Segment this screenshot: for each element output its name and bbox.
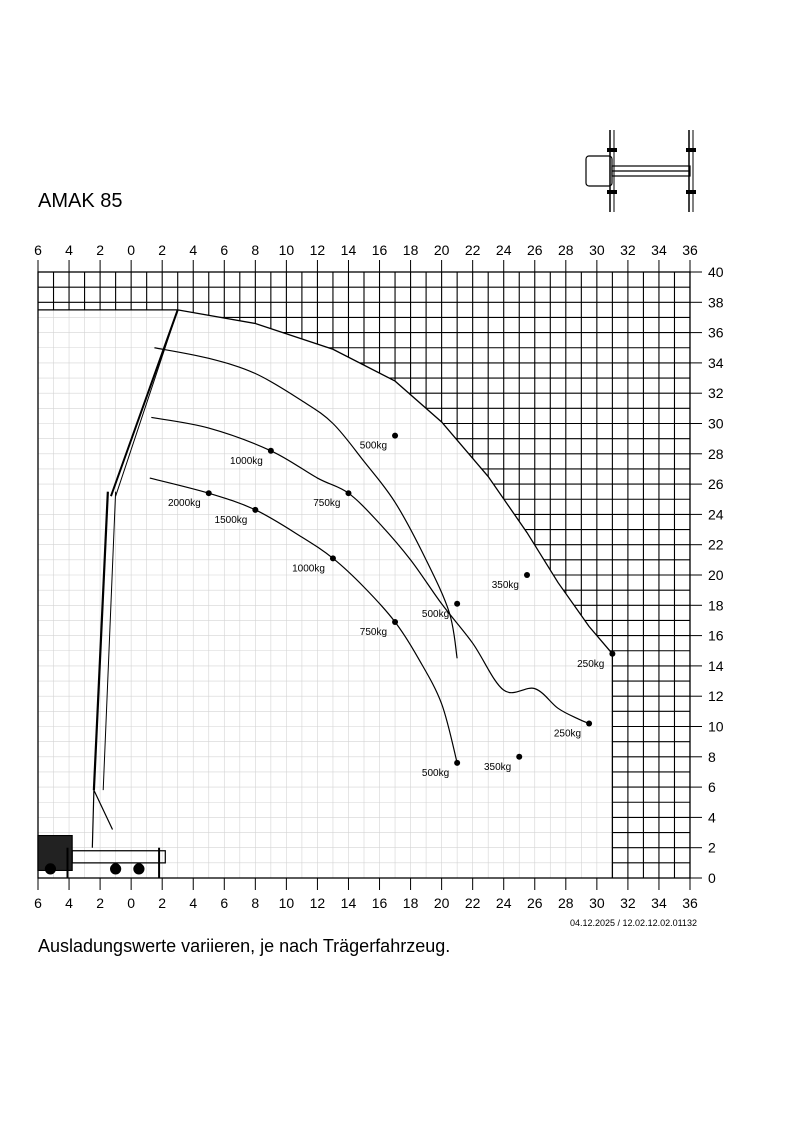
load-point: [524, 572, 530, 578]
y-tick-label: 18: [708, 597, 724, 614]
document-stamp: 04.12.2025 / 12.02.12.02.01132: [570, 918, 697, 928]
x-tick-label: 34: [651, 242, 667, 258]
y-tick-label: 14: [708, 657, 724, 674]
truck-wheel: [134, 864, 144, 874]
load-label: 1500kg: [214, 514, 248, 526]
x-tick-label: 6: [34, 895, 42, 911]
load-label: 750kg: [313, 498, 341, 510]
x-tick-label: 4: [189, 895, 198, 911]
load-label: 350kg: [483, 761, 512, 773]
x-tick-label: 28: [558, 242, 574, 258]
x-tick-label: 20: [433, 895, 450, 911]
x-tick-label: 2: [96, 242, 104, 258]
boom-lower: [94, 492, 108, 790]
load-label: 2000kg: [167, 498, 201, 510]
x-tick-label: 14: [340, 895, 357, 911]
x-tick-label: 14: [340, 242, 357, 258]
x-tick-label: 30: [589, 895, 605, 911]
y-tick-label: 38: [708, 294, 724, 311]
x-tick-label: 24: [495, 895, 512, 911]
x-tick-label: 16: [371, 895, 388, 911]
boom-upper: [111, 310, 178, 496]
y-tick-label: 36: [708, 324, 724, 341]
x-tick-label: 8: [251, 242, 260, 258]
load-point: [586, 720, 592, 726]
x-tick-label: 12: [309, 242, 326, 258]
x-tick-label: 34: [651, 895, 667, 911]
y-axis-right: [690, 264, 724, 886]
truck-wheel: [111, 864, 121, 874]
x-tick-label: 4: [189, 242, 198, 258]
x-tick-label: 20: [433, 242, 450, 258]
caption: Ausladungswerte variieren, je nach Trägerfahrzeug.: [38, 936, 451, 956]
x-tick-label: 18: [402, 895, 419, 911]
x-tick-label: 32: [620, 242, 636, 258]
load-point: [454, 760, 460, 766]
load-label: 1000kg: [230, 455, 263, 467]
crane-body: [38, 310, 178, 878]
load-point: [206, 490, 212, 496]
y-tick-label: 12: [708, 688, 724, 705]
x-tick-label: 28: [558, 895, 574, 911]
y-tick-label: 22: [708, 536, 724, 553]
load-label: 250kg: [577, 658, 605, 670]
y-tick-label: 34: [708, 354, 724, 371]
x-axis-top: [34, 242, 698, 272]
load-point: [516, 754, 522, 760]
load-point: [392, 619, 398, 625]
x-tick-label: 36: [682, 895, 698, 911]
x-tick-label: 0: [127, 895, 136, 911]
truck-chassis: [72, 851, 165, 863]
y-tick-label: 26: [708, 476, 724, 493]
x-tick-label: 36: [682, 242, 698, 258]
x-tick-label: 32: [620, 895, 636, 911]
y-tick-label: 16: [708, 627, 724, 644]
y-tick-label: 24: [708, 506, 724, 523]
y-tick-label: 0: [708, 870, 716, 886]
truck-wheel: [45, 864, 55, 874]
x-tick-label: 0: [127, 242, 136, 258]
x-tick-label: 12: [309, 895, 326, 911]
load-label: 350kg: [491, 580, 519, 591]
x-tick-label: 6: [34, 242, 42, 258]
y-tick-label: 32: [708, 385, 724, 402]
load-point: [454, 601, 460, 607]
load-label: 500kg: [421, 767, 450, 779]
x-tick-label: 4: [65, 895, 73, 911]
x-tick-label: 30: [589, 242, 605, 258]
crane-base: [92, 790, 112, 848]
y-tick-label: 4: [708, 809, 716, 826]
load-label: 750kg: [359, 626, 388, 638]
x-tick-label: 4: [65, 242, 73, 258]
y-tick-label: 40: [708, 264, 724, 280]
x-tick-label: 22: [464, 242, 481, 258]
y-tick-label: 30: [708, 415, 724, 432]
x-tick-label: 2: [158, 895, 167, 911]
y-tick-label: 10: [708, 718, 724, 735]
x-tick-label: 10: [278, 895, 295, 911]
x-tick-label: 24: [495, 242, 512, 258]
load-label: 250kg: [553, 728, 582, 740]
load-point: [330, 555, 336, 561]
load-label: 500kg: [359, 440, 388, 452]
load-point: [609, 651, 615, 657]
load-point: [392, 433, 398, 439]
x-tick-label: 26: [526, 242, 543, 258]
y-tick-label: 2: [708, 839, 716, 856]
y-tick-label: 20: [708, 567, 724, 583]
x-tick-label: 2: [96, 895, 104, 911]
x-tick-label: 6: [220, 895, 229, 911]
load-label: 500kg: [421, 608, 450, 620]
y-tick-label: 8: [708, 748, 716, 765]
x-tick-label: 10: [278, 242, 295, 258]
x-tick-label: 2: [158, 242, 167, 258]
x-tick-label: 18: [402, 242, 419, 258]
load-point: [345, 490, 351, 496]
y-tick-label: 28: [708, 445, 724, 462]
chart-title: AMAK 85: [38, 190, 123, 212]
crane-truck-icon: [38, 310, 178, 878]
x-tick-label: 22: [464, 895, 481, 911]
x-tick-label: 6: [220, 242, 229, 258]
x-tick-label: 26: [526, 895, 543, 911]
load-point: [268, 448, 274, 454]
x-tick-label: 16: [371, 242, 388, 258]
x-tick-label: 8: [251, 895, 260, 911]
load-label: 1000kg: [292, 563, 325, 575]
x-axis-bottom: [34, 878, 698, 911]
y-tick-label: 6: [708, 779, 716, 796]
load-point: [252, 507, 258, 513]
